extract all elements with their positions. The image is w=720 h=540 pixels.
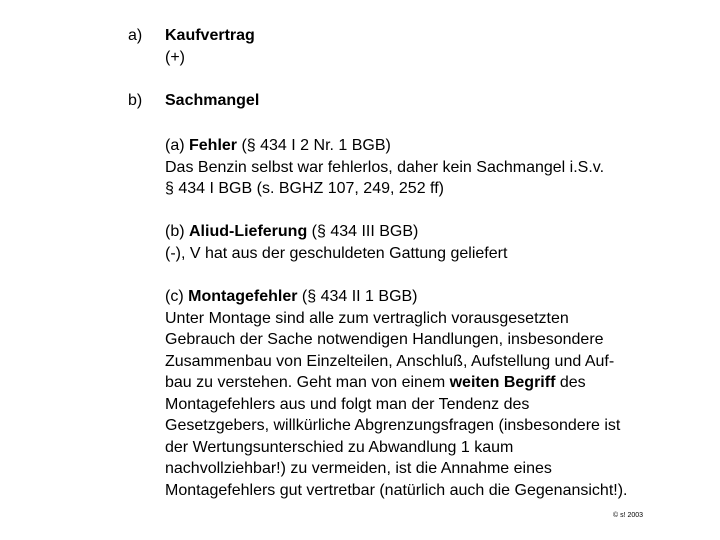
text-line: § 434 I BGB (s. BGHZ 107, 249, 252 ff) [165,180,444,197]
item-a-title: Kaufvertrag [165,27,255,44]
text-line: Montagefehlers aus und folgt man der Tendenz des [165,395,530,413]
subsection-montage [165,286,627,501]
subsection-aliud [165,221,507,264]
text-line: bau zu verstehen. Geht man von einem weiten Begriff des [165,374,586,391]
subsection-montage-heading: (c) Montagefehler (§ 434 II 1 BGB) [165,288,418,305]
subsection-fehler [165,135,604,200]
item-a-result: (+) [165,49,185,66]
text-line: Montagefehlers gut vertretbar (natürlich auch die Gegenansicht!). [165,481,628,499]
text-line: Gebrauch der Sache notwendigen Handlungen, insbesondere [165,331,604,348]
text-line: Zusammenbau von Einzelteilen, Anschluß, Aufstellung und Auf- [165,352,615,370]
text-line: (-), V hat aus der geschuldeten Gattung geliefert [165,244,508,262]
text-line: Das Benzin selbst war fehlerlos, daher kein Sachmangel i.S.v. [165,158,605,176]
text-line: Gesetzgebers, willkürliche Abgrenzungsfragen (insbesondere ist [165,417,621,434]
text-line: der Wertungsunterschied zu Abwandlung 1 kaum [165,438,514,456]
subsection-fehler-heading: (a) Fehler (§ 434 I 2 Nr. 1 BGB) [165,137,391,154]
item-a-label: a) [128,27,143,44]
text-line: Unter Montage sind alle zum vertraglich vorausgesetzten [165,309,569,327]
item-b-title: Sachmangel [165,92,260,109]
item-b-label: b) [128,92,143,109]
copyright-notice: © s! 2003 [613,512,644,519]
text-line: nachvollziehbar!) zu vermeiden, ist die Annahme eines [165,460,552,477]
subsection-aliud-heading: (b) Aliud-Lieferung (§ 434 III BGB) [165,223,419,240]
